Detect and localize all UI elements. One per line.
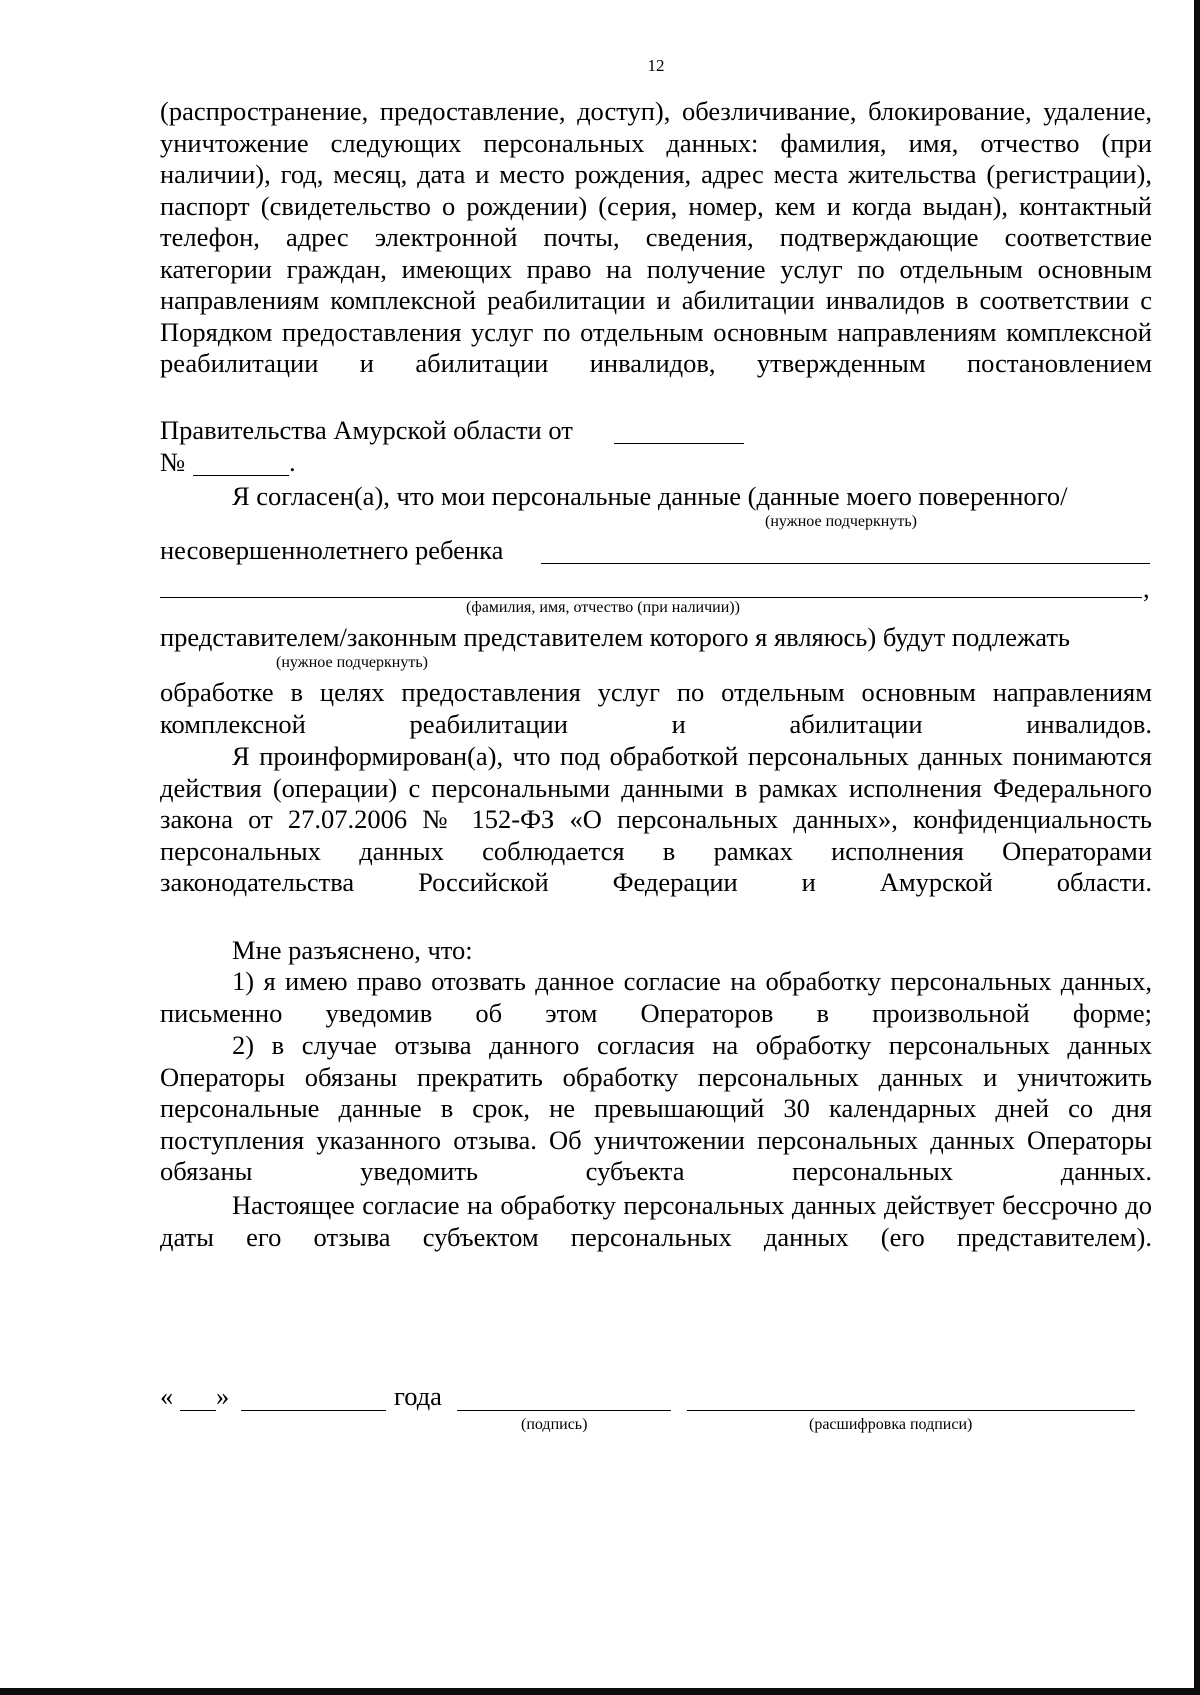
explained-intro: Мне разъяснено, что:: [232, 935, 473, 965]
number-period: .: [289, 447, 296, 477]
month-blank-line: [241, 1410, 386, 1411]
explained-intro-block: [160, 935, 1152, 967]
validity-paragraph: Настоящее согласие на обработку персональных данных действует бессрочно до даты его отзыва субъектом персональных данных (его представителем).: [160, 1190, 1152, 1252]
minor-child-blank-line: [541, 563, 1150, 564]
signature-hint: (подпись): [521, 1416, 588, 1433]
scan-edge-bottom: [0, 1688, 1200, 1695]
signature-blank-line: [457, 1410, 671, 1411]
date-quote-open: «: [160, 1381, 174, 1411]
item-2: 2) в случае отзыва данного согласия на обработку персональных данных Операторы обязаны прекратить обработку персональных данных и уничтожить персональные данные в срок, не превышающий 30 календарных дней со дня поступления указанного отзыва. Об уничтожении персональных данных Операторы обязаны уведомить субъекта персональных данных.: [160, 1030, 1152, 1186]
decoding-blank-line: [687, 1410, 1135, 1411]
scan-edge-right: [1194, 0, 1200, 1695]
informed-block: [160, 741, 1152, 899]
day-blank-line: [180, 1410, 216, 1411]
intro-paragraph: (распространение, предоставление, доступ), обезличивание, блокирование, удаление, уничтожение следующих персональных данных: фамилия, имя, отчество (при наличии), год, месяц, дата и место рождения, адрес места жительства (регистрации), паспорт (свидетельство о рождении) (серия, номер, кем и когда выдан), контактный телефон, адрес электронной почты, сведения, подтверждающие соответствие категории граждан, имеющих право на получение услуг по отдельным основным направлениям комплексной реабилитации и абилитации инвалидов в соответствии с Порядком предоставления услуг по отдельным основным направлениям комплексной реабилитации и абилитации инвалидов, утвержденным постановлением: [160, 96, 1152, 378]
item-1-block: [160, 966, 1152, 1029]
date-quote-close: »: [216, 1381, 230, 1411]
item-2-block: [160, 1030, 1152, 1188]
government-reference: Правительства Амурской области от: [160, 415, 573, 445]
minor-child-label: несовершеннолетнего ребенка: [160, 535, 504, 565]
page-number: 12: [647, 56, 665, 75]
decoding-hint: (расшифровка подписи): [809, 1416, 973, 1433]
intro-paragraph-block: [160, 96, 1152, 380]
date-blank-line: [614, 443, 744, 444]
fio-hint: (фамилия, имя, отчество (при наличии)): [466, 599, 740, 616]
consent-line-1: Я согласен(а), что мои персональные данные (данные моего поверенного/: [232, 481, 1068, 511]
fio-line-comma: ,: [1143, 573, 1150, 603]
number-sign: №: [160, 447, 186, 477]
underline-hint-2: (нужное подчеркнуть): [276, 654, 428, 671]
purpose-paragraph: обработке в целях предоставления услуг по отдельным основным направлениям комплексной реабилитации и абилитации инвалидов.: [160, 677, 1152, 739]
purpose-block: [160, 677, 1152, 740]
underline-hint-1: (нужное подчеркнуть): [765, 513, 917, 530]
item-1: 1) я имею право отозвать данное согласие на обработку персональных данных, письменно уведомив об этом Операторов в произвольной форме;: [160, 966, 1152, 1028]
fio-blank-line: [160, 597, 1142, 598]
number-blank-line: [193, 475, 289, 476]
consent-line-3: представителем/законным представителем которого я являюсь) будут подлежать: [160, 622, 1071, 652]
year-word: года: [394, 1381, 442, 1411]
informed-paragraph: Я проинформирован(а), что под обработкой персональных данных понимаются действия (операции) с персональными данными в рамках исполнения Федерального закона от 27.07.2006 № 152-ФЗ «О персональных данных», конфиденциальность персональных данных соблюдается в рамках исполнения Операторами законодательства Российской Федерации и Амурской области.: [160, 741, 1152, 897]
validity-block: [160, 1190, 1152, 1253]
